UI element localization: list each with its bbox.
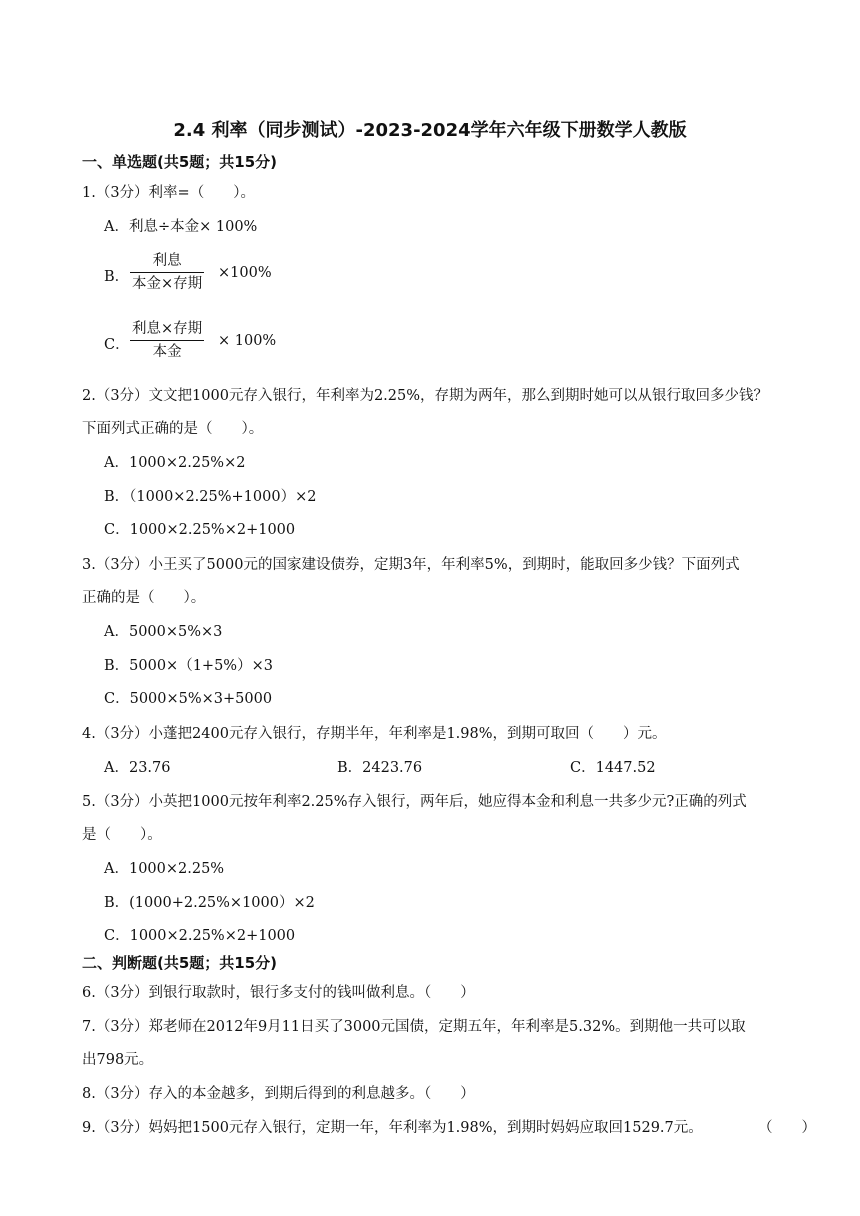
question-1-option-c-tail: × 100% xyxy=(218,333,277,349)
question-4-option-c: C．1447.52 xyxy=(570,760,656,776)
section-heading-true-false: 二、判断题(共5题；共15分) xyxy=(82,954,278,972)
question-1-option-a: A．利息÷本金× 100% xyxy=(104,219,258,235)
question-1-option-b-tail: ×100% xyxy=(218,265,272,281)
question-9-answer-parentheses: （ ） xyxy=(758,1120,816,1136)
question-5-line-2: 是（ ）。 xyxy=(82,827,162,843)
page-title: 2.4 利率（同步测试）-2023-2024学年六年级下册数学人教版 xyxy=(173,120,687,141)
question-7-line-2: 出798元。 xyxy=(82,1052,154,1068)
question-3-option-b: B．5000×（1+5%）×3 xyxy=(104,658,273,674)
question-2-option-a: A．1000×2.25%×2 xyxy=(104,455,246,471)
question-2-line-2: 下面列式正确的是（ ）。 xyxy=(82,421,264,437)
fraction-numerator: 利息 xyxy=(152,253,182,269)
question-4-option-b: B．2423.76 xyxy=(337,760,423,776)
question-5-line-1: 5.（3分）小英把1000元按年利率2.25%存入银行，两年后，她应得本金和利息一共多少元?正确的列式 xyxy=(82,794,747,810)
question-3-line-1: 3.（3分）小王买了5000元的国家建设债券，定期3年，年利率5%，到期时，能取回多少钱？下面列式 xyxy=(82,557,740,573)
question-8-stem: 8.（3分）存入的本金越多，到期后得到的利息越多。（ ） xyxy=(82,1086,475,1102)
question-3-line-2: 正确的是（ ）。 xyxy=(82,590,206,606)
question-5-option-c: C．1000×2.25%×2+1000 xyxy=(104,928,296,944)
question-2-option-b: B．（1000×2.25%+1000）×2 xyxy=(104,489,317,505)
question-1-option-b-label: B． xyxy=(104,269,130,285)
question-1-option-c-label: C． xyxy=(104,337,130,353)
question-4-option-a: A．23.76 xyxy=(104,760,171,776)
question-5-option-a: A．1000×2.25% xyxy=(104,861,225,877)
question-3-option-c: C．5000×5%×3+5000 xyxy=(104,691,273,707)
fraction-denominator: 本金×存期 xyxy=(132,276,203,292)
fraction-numerator: 利息×存期 xyxy=(132,321,203,337)
question-2-option-c: C．1000×2.25%×2+1000 xyxy=(104,522,296,538)
question-9-stem: 9.（3分）妈妈把1500元存入银行，定期一年，年利率为1.98%，到期时妈妈应取回1529.7元。 xyxy=(82,1120,703,1136)
question-3-option-a: A．5000×5%×3 xyxy=(104,624,223,640)
question-1-option-b-fraction xyxy=(130,250,204,295)
question-7-line-1: 7.（3分）郑老师在2012年9月11日买了3000元国债，定期五年，年利率是5.32%。到期他一共可以取 xyxy=(82,1019,746,1035)
fraction-denominator: 本金 xyxy=(152,344,182,360)
question-4-stem: 4.（3分）小蓬把2400元存入银行，存期半年，年利率是1.98%，到期可取回（ ）元。 xyxy=(82,726,667,742)
question-2-line-1: 2.（3分）文文把1000元存入银行，年利率为2.25%，存期为两年，那么到期时她可以从银行取回多少钱？ xyxy=(82,388,769,404)
question-1-stem: 1.（3分）利率=（ ）。 xyxy=(82,185,255,201)
question-5-option-b: B．(1000+2.25%×1000）×2 xyxy=(104,895,315,911)
question-1-option-c-fraction xyxy=(130,318,204,363)
question-6-stem: 6.（3分）到银行取款时，银行多支付的钱叫做利息。（ ） xyxy=(82,985,475,1001)
section-heading-single-choice: 一、单选题(共5题；共15分) xyxy=(82,153,278,171)
